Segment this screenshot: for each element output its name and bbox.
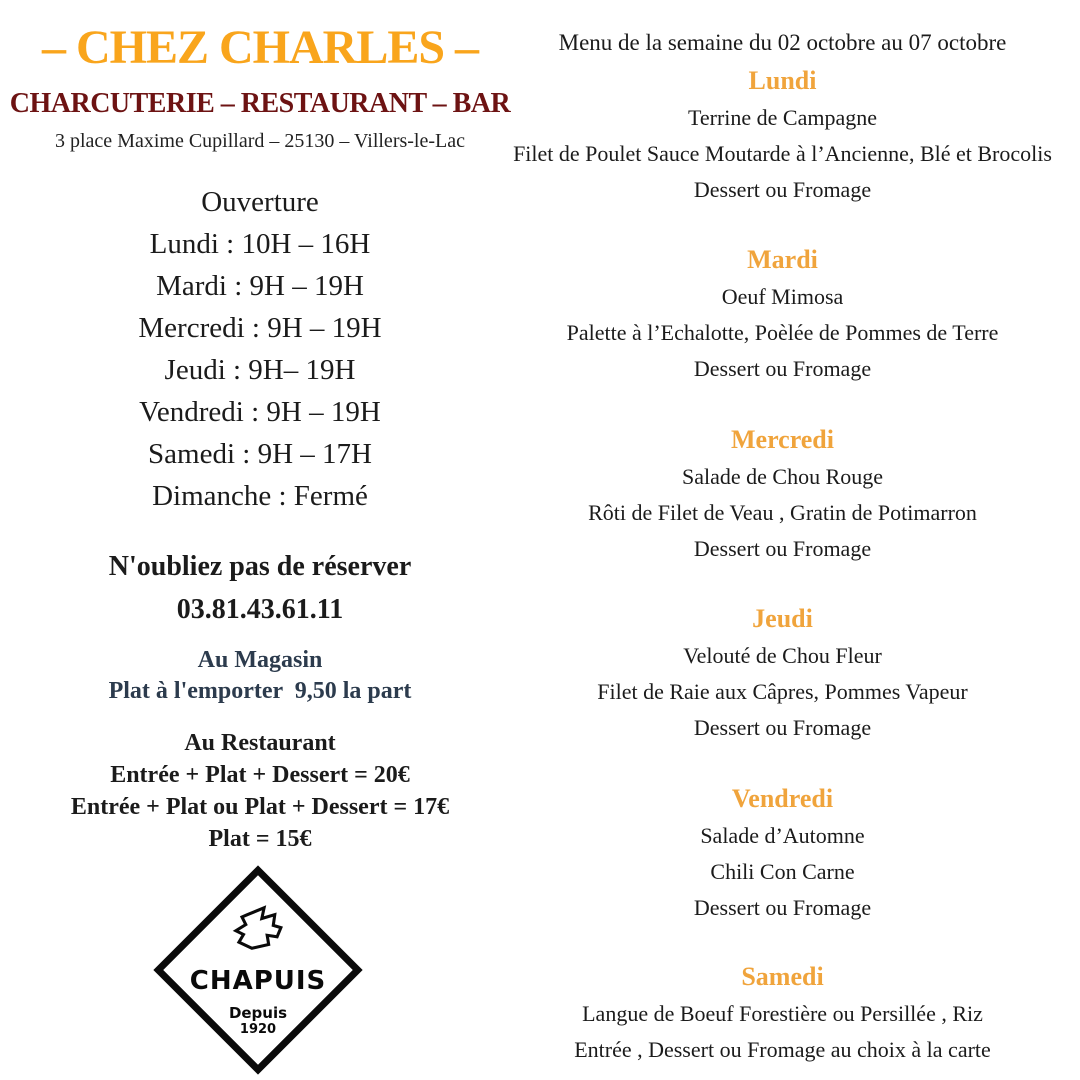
menu-day-section — [505, 600, 1060, 746]
menu-line: Entrée , Dessert ou Fromage au choix à la carte — [574, 1037, 991, 1062]
logo-depuis: Depuis — [228, 1003, 288, 1022]
menu-day-section — [505, 958, 1060, 1068]
price-line: Entrée + Plat + Dessert = 20€ — [110, 762, 410, 788]
restaurant-name: – CHEZ CHARLES – — [41, 21, 479, 74]
info-column — [0, 0, 520, 1080]
menu-day-heading: Mercredi — [731, 425, 834, 454]
menu-line: Dessert ou Fromage — [693, 895, 872, 920]
menu-line: Dessert ou Fromage — [693, 715, 872, 740]
opening-hours-line: Samedi : 9H – 17H — [148, 438, 372, 470]
restaurant-prices-heading: Au Restaurant — [184, 730, 336, 756]
menu-line: Palette à l’Echalotte, Poèlée de Pommes de Terre — [566, 320, 999, 345]
menu-day-heading: Lundi — [748, 66, 817, 95]
restaurant-address: 3 place Maxime Cupillard – 25130 – Villers-le-Lac — [55, 130, 465, 152]
menu-line: Salade de Chou Rouge — [681, 464, 884, 489]
weekly-menu-days — [505, 0, 1060, 1080]
menu-day-lines — [505, 818, 1060, 926]
menu-line: Langue de Boeuf Forestière ou Persillée , Riz — [582, 1001, 983, 1026]
menu-line: Filet de Raie aux Câpres, Pommes Vapeur — [597, 679, 968, 704]
menu-day-heading: Mardi — [747, 245, 818, 274]
menu-day-section — [505, 62, 1060, 208]
reservation-text: N'oubliez pas de réserver — [108, 551, 412, 582]
menu-line: Chili Con Carne — [710, 859, 855, 884]
takeaway-price: Plat à l'emporter 9,50 la part — [108, 678, 412, 704]
restaurant-type: CHARCUTERIE – RESTAURANT – BAR — [9, 88, 511, 119]
menu-line: Dessert ou Fromage — [693, 356, 872, 381]
menu-line: Velouté de Chou Fleur — [683, 643, 882, 668]
menu-line: Salade d’Automne — [700, 823, 865, 848]
menu-day-lines — [505, 459, 1060, 567]
restaurant-prices-block — [0, 727, 520, 855]
menu-day-section — [505, 780, 1060, 926]
opening-hours-heading: Ouverture — [201, 186, 319, 218]
menu-day-section — [505, 241, 1060, 387]
menu-day-heading: Vendredi — [731, 784, 834, 813]
chapuis-logo-shape-icon — [219, 904, 297, 962]
menu-day-lines — [505, 638, 1060, 746]
chapuis-logo — [152, 864, 364, 1076]
weekly-menu-column — [505, 0, 1060, 1080]
menu-line: Dessert ou Fromage — [693, 177, 872, 202]
weekly-menu-heading: Menu de la semaine du 02 octobre au 07 octobre — [558, 30, 1007, 55]
reservation-block — [0, 545, 520, 631]
menu-day-lines — [505, 279, 1060, 387]
opening-hours-line: Dimanche : Fermé — [152, 480, 368, 512]
opening-hours-line: Mardi : 9H – 19H — [156, 270, 364, 302]
menu-line: Filet de Poulet Sauce Moutarde à l’Ancienne, Blé et Brocolis — [513, 141, 1052, 166]
menu-day-heading: Jeudi — [752, 604, 813, 633]
menu-day-lines — [505, 100, 1060, 208]
phone-number: 03.81.43.61.11 — [176, 594, 344, 625]
opening-hours-line: Lundi : 10H – 16H — [149, 228, 371, 260]
logo-content — [152, 864, 364, 1076]
menu-day-lines — [505, 996, 1060, 1068]
menu-line: Dessert ou Fromage — [693, 536, 872, 561]
menu-line: Oeuf Mimosa — [721, 284, 844, 309]
opening-hours — [0, 181, 520, 517]
opening-hours-line: Jeudi : 9H– 19H — [164, 354, 356, 386]
menu-day-heading: Samedi — [741, 962, 824, 991]
shop-heading: Au Magasin — [197, 647, 323, 673]
shop-block — [0, 645, 520, 707]
menu-line: Rôti de Filet de Veau , Gratin de Potimarron — [588, 500, 977, 525]
price-line: Plat = 15€ — [208, 826, 312, 852]
logo-brand-name: CHAPUIS — [189, 965, 327, 996]
logo-year: 1920 — [239, 1021, 277, 1037]
price-line: Entrée + Plat ou Plat + Dessert = 17€ — [70, 794, 450, 820]
opening-hours-line: Mercredi : 9H – 19H — [138, 312, 382, 344]
menu-line: Terrine de Campagne — [687, 105, 878, 130]
opening-hours-line: Vendredi : 9H – 19H — [139, 396, 381, 428]
menu-day-section — [505, 421, 1060, 567]
